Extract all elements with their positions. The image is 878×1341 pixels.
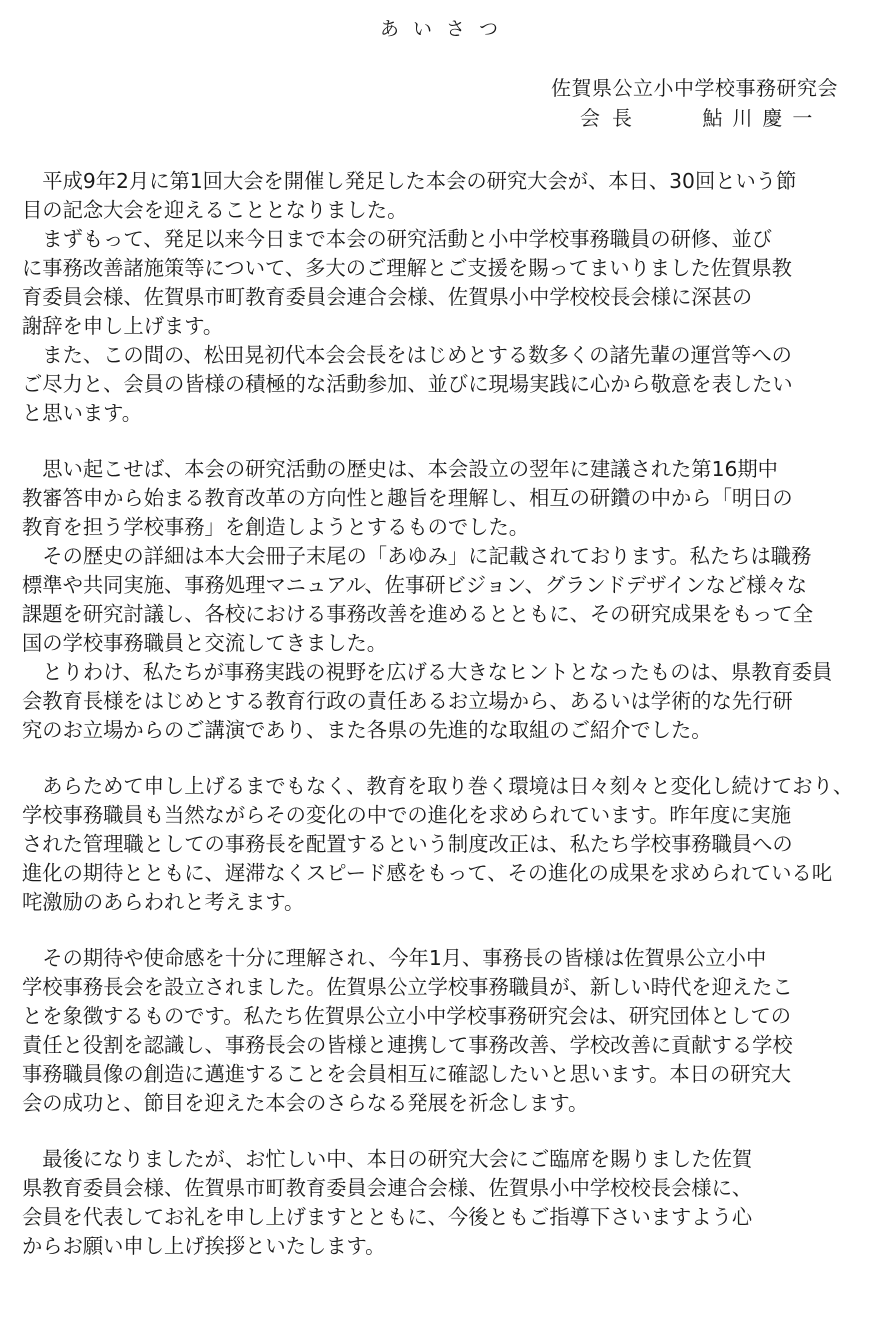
text-line: とりわけ、私たちが事務実践の視野を広げる大きなヒントとなったものは、県教育委員 [22,660,833,684]
text-line: 課題を研究討議し、各校における事務改善を進めるとともに、その研究成果をもって全 [22,602,813,626]
text-line: 進化の期待とともに、遅滞なくスピード感をもって、その進化の成果を求められている叱 [22,861,833,885]
text-line: 会の成功と、節目を迎えた本会のさらなる発展を祈念します。 [22,1091,589,1115]
text-line: された管理職としての事務長を配置するという制度改正は、私たち学校事務職員への [22,832,793,856]
chair-role: 会長 [580,106,644,130]
paragraph [22,1145,858,1261]
text-line: 教審答申から始まる教育改革の方向性と趣旨を理解し、相互の研鑽の中から「明日の [22,486,793,510]
chair-name: 鮎川慶一 [702,106,823,130]
text-line: あらためて申し上げるまでもなく、教育を取り巻く環境は日々刻々と変化し続けており、 [22,774,854,798]
text-line: 思い起こせば、本会の研究活動の歴史は、本会設立の翌年に建議された第16期中 [22,457,778,481]
paragraph [22,455,858,745]
chairperson [580,102,822,131]
text-line: 学校事務職員も当然ながらその変化の中での進化を求められています。昨年度に実施 [22,803,792,827]
text-line: からお願い申し上げ挨拶といたします。 [22,1234,386,1258]
text-line: 責任と役割を認識し、事務長会の皆様と連携して事務改善、学校改善に貢献する学校 [22,1033,793,1057]
paragraph [22,944,858,1118]
text-line: 教育を担う学校事務」を創造しようとするものでした。 [22,515,530,539]
organization-name: 佐賀県公立小中学校事務研究会 [551,76,838,100]
text-line: 国の学校事務職員と交流してきました。 [22,631,388,655]
text-line: に事務改善諸施策等について、多大のご理解とご支援を賜ってまいりました佐賀県教 [22,256,792,280]
paragraph [22,167,858,428]
text-line: 咤激励のあらわれと考えます。 [22,890,305,914]
text-line: 会教育長様をはじめとする教育行政の責任あるお立場から、あるいは学術的な先行研 [22,689,793,713]
letter-body [22,167,858,1288]
text-line: まずもって、発足以来今日まで本会の研究活動と小中学校事務職員の研修、並び [22,227,773,251]
text-line: その歴史の詳細は本大会冊子末尾の「あゆみ」に記載されております。私たちは職務 [22,544,812,568]
text-line: 標準や共同実施、事務処理マニュアル、佐事研ビジョン、グランドデザインなど様々な [22,573,808,597]
text-line: ご尽力と、会員の皆様の積極的な活動参加、並びに現場実践に心から敬意を表したい [22,372,793,396]
text-line: 事務職員像の創造に邁進することを会員相互に確認したいと思います。本日の研究大 [22,1062,792,1086]
text-line: 育委員会様、佐賀県市町教育委員会連合会様、佐賀県小中学校校長会様に深甚の [22,285,753,309]
text-line: 平成9年2月に第1回大会を開催し発足した本会の研究大会が、本日、30回という節 [22,169,797,193]
text-line: 最後になりましたが、お忙しい中、本日の研究大会にご臨席を賜りました佐賀 [22,1147,753,1171]
text-line: 学校事務長会を設立されました。佐賀県公立学校事務職員が、新しい時代を迎えたこ [22,975,793,999]
text-line: 会員を代表してお礼を申し上げますとともに、今後ともご指導下さいますよう心 [22,1205,753,1229]
text-line: 謝辞を申し上げます。 [22,314,224,338]
text-line: その期待や使命感を十分に理解され、今年1月、事務長の皆様は佐賀県公立小中 [22,946,767,970]
text-line: 目の記念大会を迎えることとなりました。 [22,198,408,222]
page-title: あいさつ [379,18,512,40]
text-line: 究のお立場からのご講演であり、また各県の先進的な取組のご紹介でした。 [22,718,712,742]
text-line: また、この間の、松田晃初代本会会長をはじめとする数多くの諸先輩の運営等への [22,343,792,367]
text-line: とを象徴するものです。私たち佐賀県公立小中学校事務研究会は、研究団体としての [22,1004,792,1028]
paragraph [22,772,858,917]
text-line: 県教育委員会様、佐賀県市町教育委員会連合会様、佐賀県小中学校校長会様に、 [22,1176,753,1200]
text-line: と思います。 [22,401,143,425]
